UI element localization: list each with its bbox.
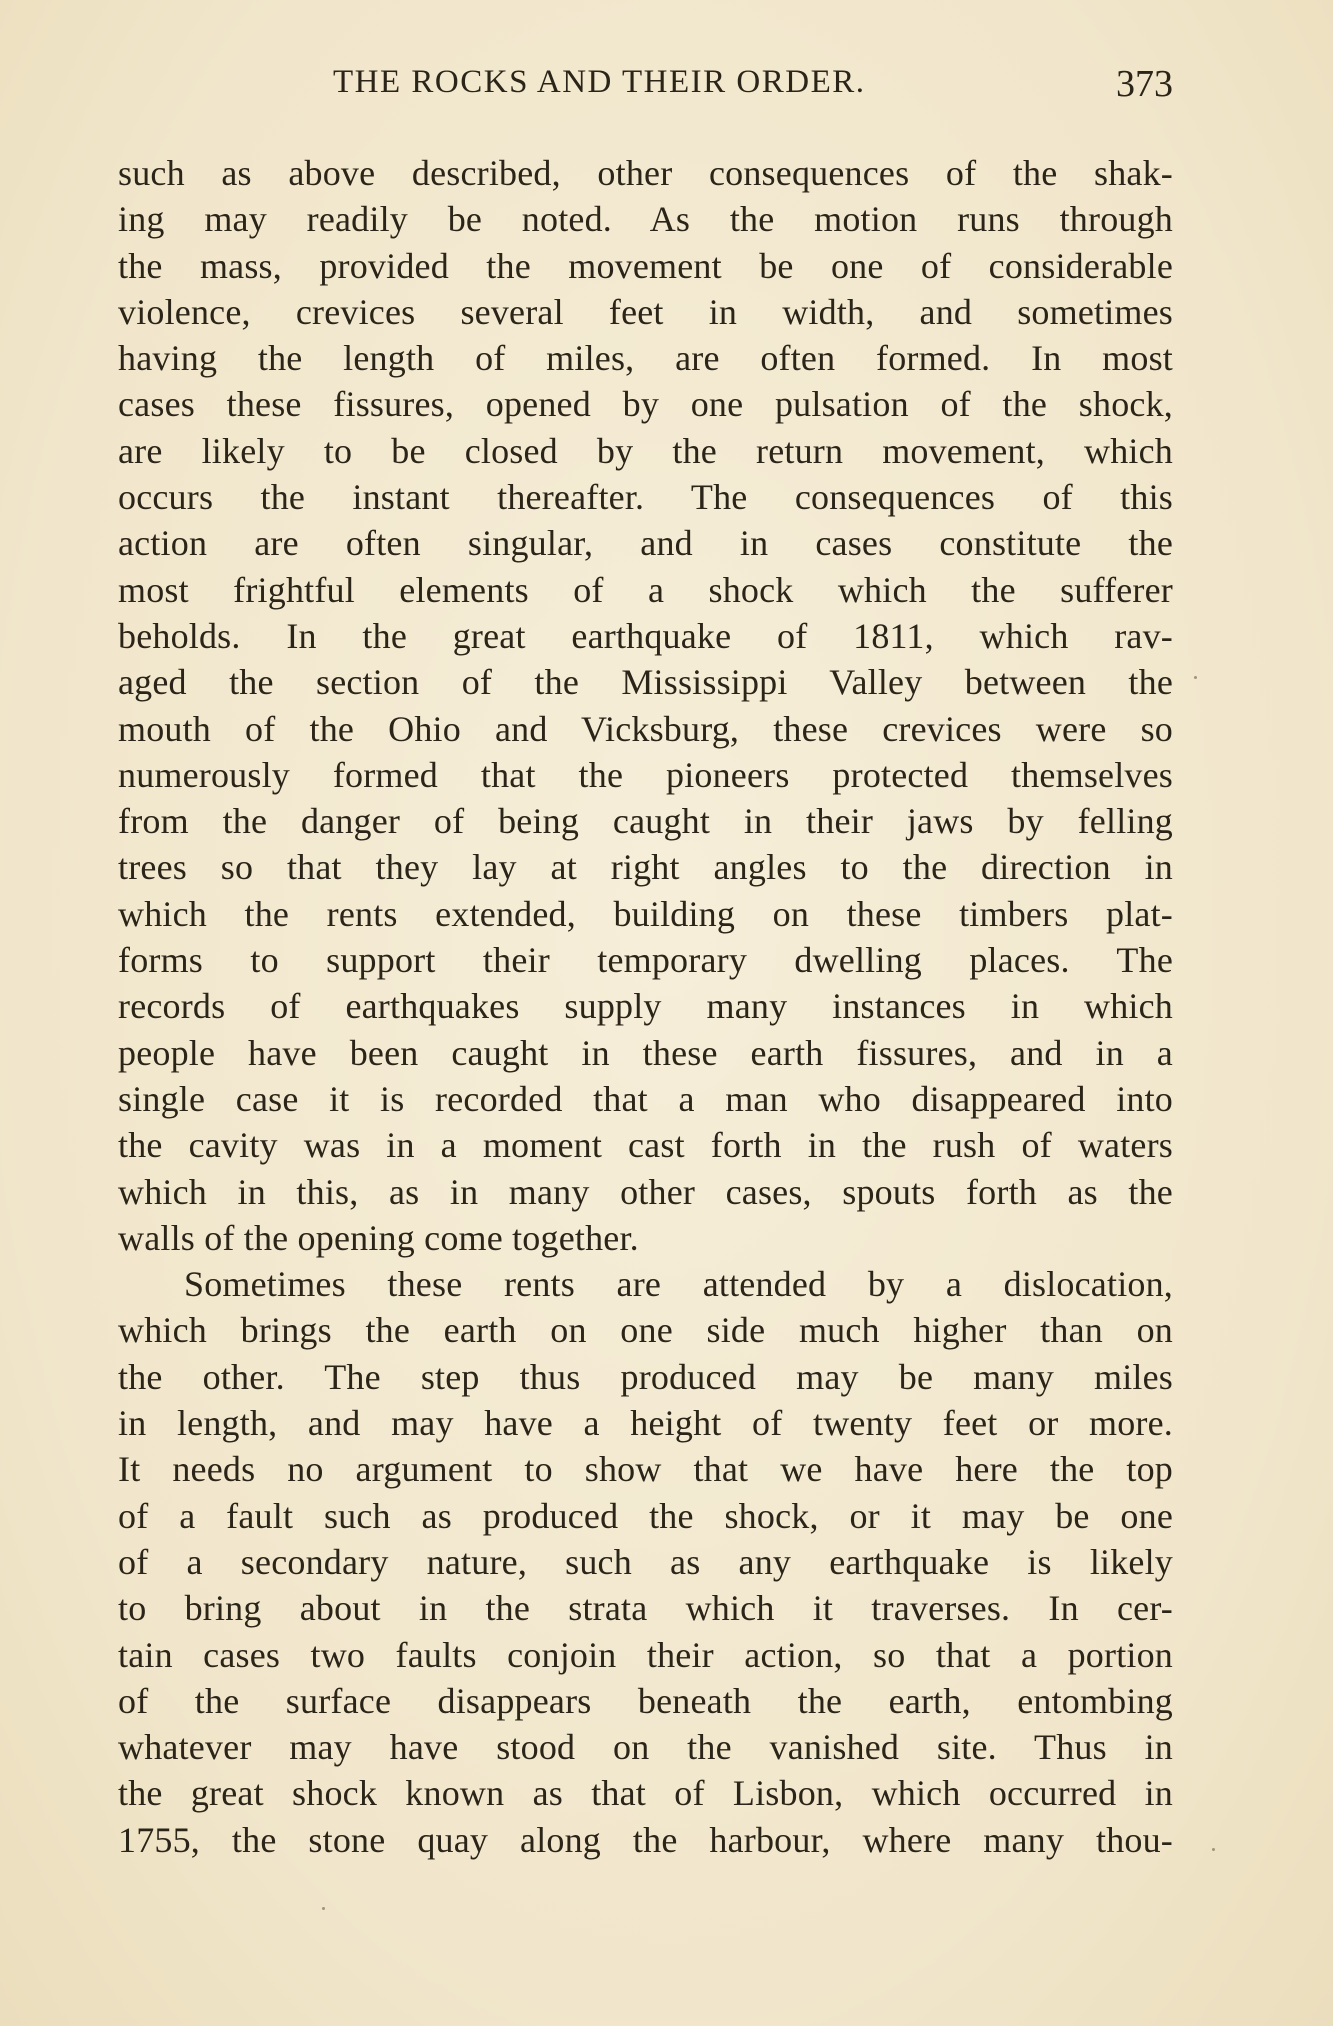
text-line: which the rents extended, building on these timbers plat- <box>118 893 1173 934</box>
text-line: are likely to be closed by the return movement, which <box>118 430 1173 471</box>
text-line: in length, and may have a height of twenty feet or more. <box>118 1403 1173 1444</box>
text-line: the cavity was in a moment cast forth in the rush of waters <box>118 1125 1173 1166</box>
text-line: the great shock known as that of Lisbon, which occurred in <box>118 1773 1173 1814</box>
running-title: THE ROCKS AND THEIR ORDER. <box>333 64 866 100</box>
text-line: mouth of the Ohio and Vicksburg, these crevices were so <box>118 708 1173 749</box>
text-line: tain cases two faults conjoin their action, so that a portion <box>118 1634 1173 1675</box>
body-text <box>118 150 1173 1863</box>
text-line: walls of the opening come together. <box>118 1217 639 1258</box>
text-line: the other. The step thus produced may be many miles <box>118 1356 1173 1397</box>
text-line: the mass, provided the movement be one of considerable <box>118 245 1173 286</box>
text-line: such as above described, other consequences of the shak- <box>118 153 1173 193</box>
text-line: numerously formed that the pioneers protected themselves <box>118 754 1173 795</box>
paper-speck <box>1194 676 1197 679</box>
text-line: people have been caught in these earth fissures, and in a <box>118 1032 1173 1073</box>
text-line: of the surface disappears beneath the earth, entombing <box>118 1680 1173 1721</box>
text-line: to bring about in the strata which it traverses. In cer- <box>118 1588 1173 1629</box>
text-line: single case it is recorded that a man who disappeared into <box>118 1078 1173 1119</box>
text-line: ing may readily be noted. As the motion runs through <box>118 199 1173 240</box>
paper-speck <box>1212 1848 1215 1851</box>
text-line: whatever may have stood on the vanished site. Thus in <box>118 1727 1173 1768</box>
paper-speck <box>322 1907 325 1910</box>
text-line: of a secondary nature, such as any earthquake is likely <box>118 1541 1173 1582</box>
text-line: most frightful elements of a shock which the sufferer <box>118 569 1173 610</box>
text-line: 1755, the stone quay along the harbour, where many thou- <box>118 1819 1173 1860</box>
page-number: 373 <box>1116 63 1173 105</box>
text-line: violence, crevices several feet in width, and sometimes <box>118 291 1173 332</box>
text-line: of a fault such as produced the shock, or it may be one <box>118 1495 1173 1536</box>
text-line: which in this, as in many other cases, spouts forth as the <box>118 1171 1173 1212</box>
text-line: beholds. In the great earthquake of 1811, which rav- <box>118 615 1173 656</box>
text-line: aged the section of the Mississippi Valley between the <box>118 662 1173 703</box>
text-line: from the danger of being caught in their jaws by felling <box>118 801 1173 842</box>
text-line: having the length of miles, are often formed. In most <box>118 338 1173 379</box>
text-line: action are often singular, and in cases constitute the <box>118 523 1173 564</box>
text-line: It needs no argument to show that we have here the top <box>118 1449 1173 1490</box>
text-line: which brings the earth on one side much higher than on <box>118 1310 1173 1351</box>
running-head <box>118 60 1173 110</box>
text-line: occurs the instant thereafter. The consequences of this <box>118 477 1173 518</box>
text-line: forms to support their temporary dwelling places. The <box>118 940 1173 981</box>
text-line: trees so that they lay at right angles to the direction in <box>118 847 1173 888</box>
text-line: Sometimes these rents are attended by a dislocation, <box>184 1264 1173 1305</box>
text-line: cases these fissures, opened by one pulsation of the shock, <box>118 384 1173 425</box>
text-line: records of earthquakes supply many instances in which <box>118 986 1173 1027</box>
